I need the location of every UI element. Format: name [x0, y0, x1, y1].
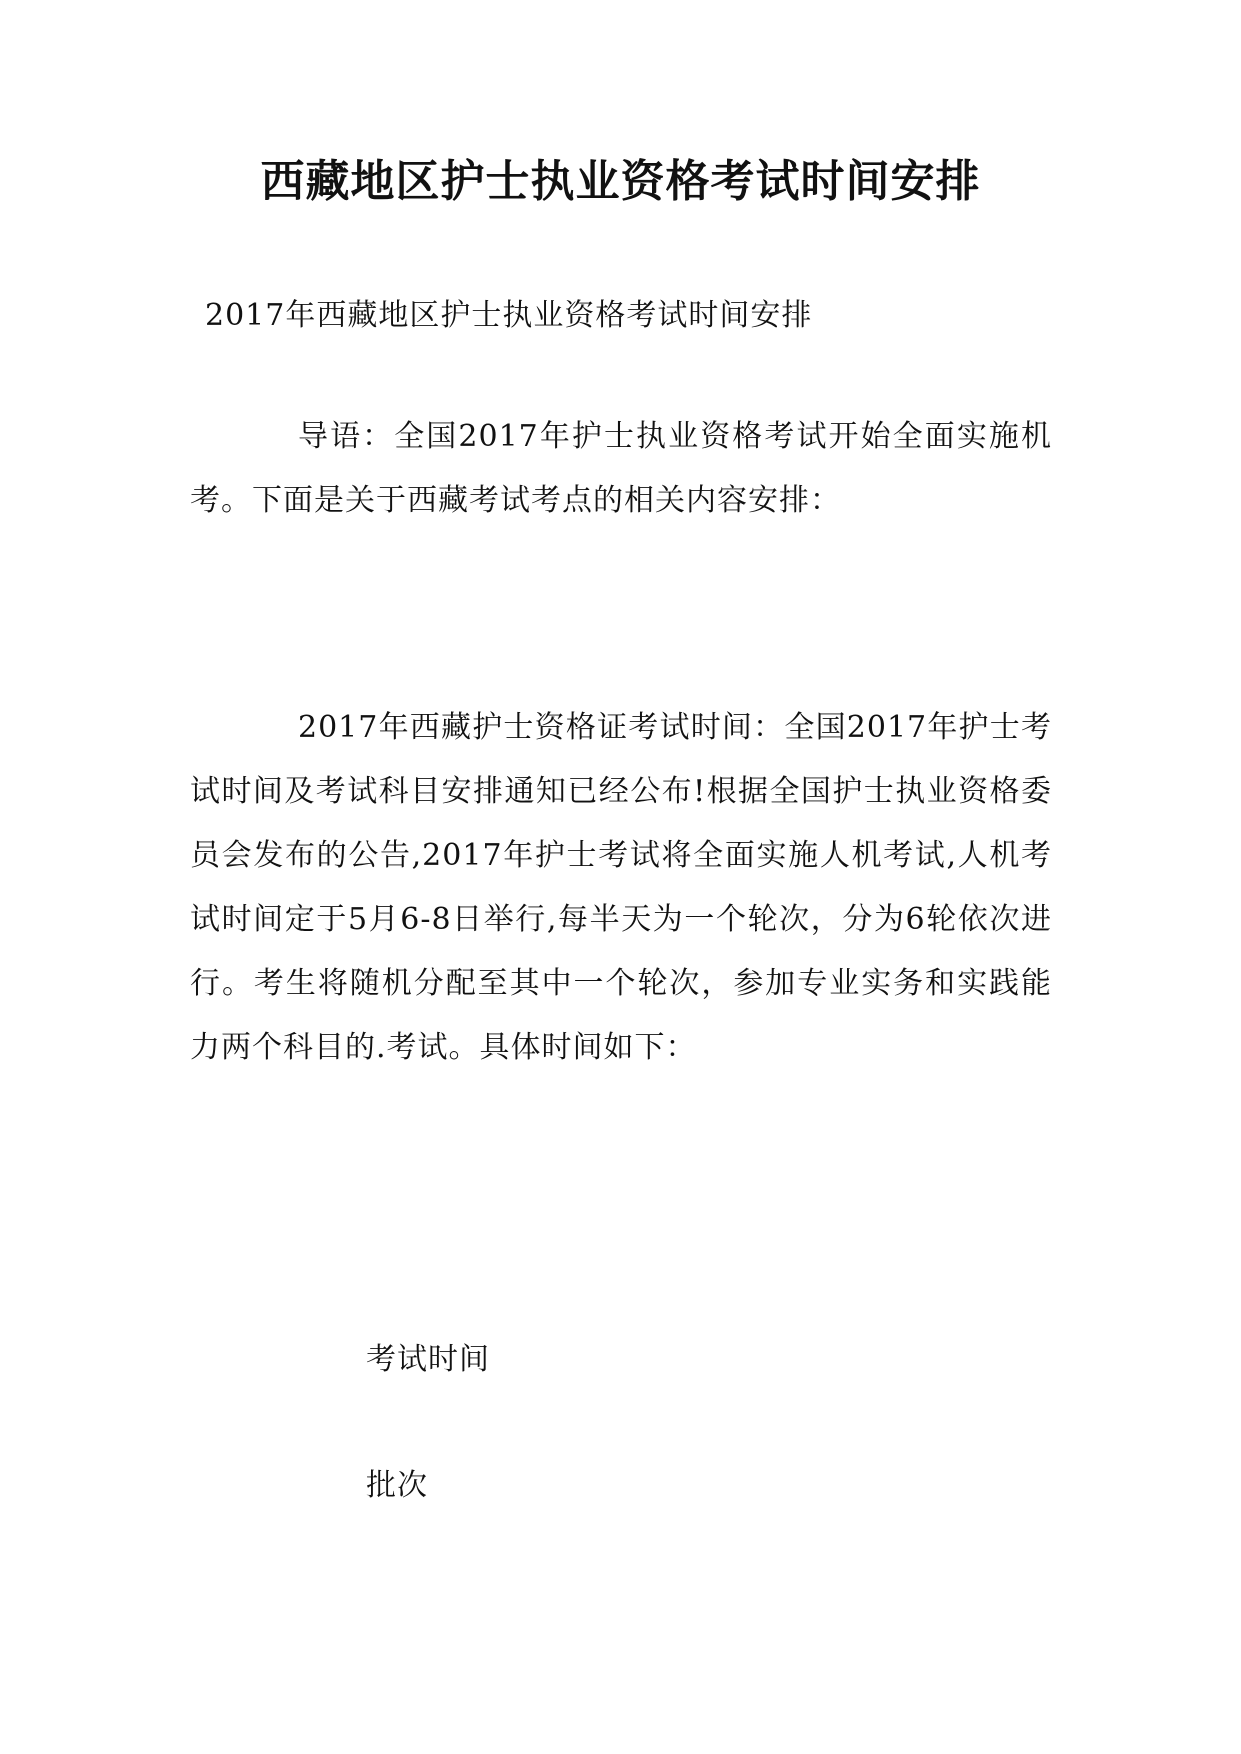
- table-label-batch: 批次: [366, 1468, 428, 1503]
- table-label-exam-time: 考试时间: [366, 1342, 490, 1377]
- page-title: 西藏地区护士执业资格考试时间安排: [260, 156, 981, 207]
- intro-paragraph: 导语：全国2017年护士执业资格考试开始全面实施机考。下面是关于西藏考试考点的相关内容安排：: [190, 419, 1052, 518]
- body-paragraph: 2017年西藏护士资格证考试时间：全国2017年护士考试时间及考试科目安排通知已经公布!根据全国护士执业资格委员会发布的公告,2017年护士考试将全面实施人机考试,人机考试时间定于5月6-8日举行,每半天为一个轮次，分为6轮依次进行。考生将随机分配至其中一个轮次，参加专业实务和实践能力两个科目的.考试。具体时间如下：: [190, 710, 1052, 1065]
- document-subtitle: 2017年西藏地区护士执业资格考试时间安排: [205, 298, 813, 333]
